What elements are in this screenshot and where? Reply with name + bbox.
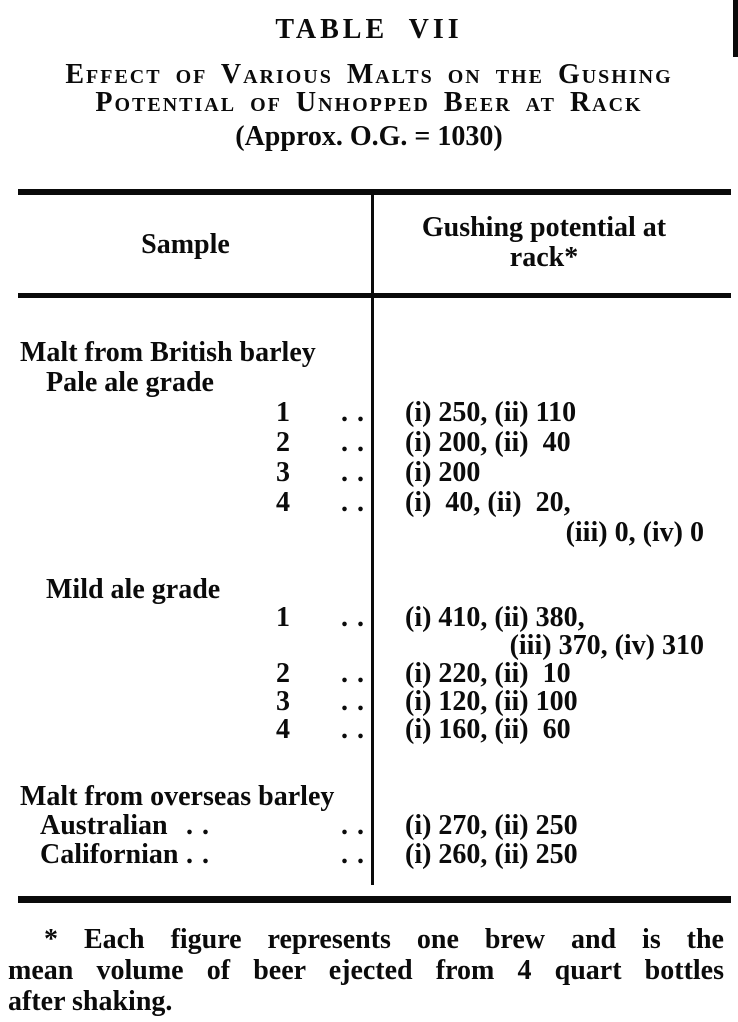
sample-number: 1: [276, 397, 290, 428]
dot-leader: ..: [341, 457, 373, 488]
sample-number: 4: [276, 714, 290, 745]
subsection-label: Mild ale grade: [46, 574, 221, 605]
footnote-line3: after shaking.: [8, 986, 173, 1017]
dot-leader: ..: [341, 839, 373, 870]
gushing-value: (i) 120, (ii) 100: [405, 686, 578, 717]
sample-number: 2: [276, 427, 290, 458]
section-label: Malt from overseas barley: [20, 781, 335, 812]
gushing-value: (i) 160, (ii) 60: [405, 714, 571, 745]
table-row-section: [0, 782, 738, 811]
table-row: [0, 660, 738, 688]
table-row: [0, 840, 738, 869]
table-body: [0, 338, 738, 869]
table-row: [0, 688, 738, 716]
dot-leader: ..: [341, 714, 373, 745]
section-spacer: [0, 744, 738, 782]
sample-number: 3: [276, 457, 290, 488]
column-header-gushing-line2: rack*: [509, 242, 579, 273]
dot-leader: ..: [341, 427, 373, 458]
gushing-value-continued: (iii) 370, (iv) 310: [509, 630, 704, 661]
subsection-label: Pale ale grade: [46, 367, 214, 398]
table-caption-line1: Effect of Various Malts on the Gushing: [65, 59, 673, 90]
table-row-subsection: [0, 368, 738, 398]
dot-leader: ..: [341, 487, 373, 518]
section-label: Malt from British barley: [20, 337, 316, 368]
gushing-value: (i) 40, (ii) 20,: [405, 487, 571, 518]
gushing-value: (i) 200, (ii) 40: [405, 427, 571, 458]
table-number-label: TABLE VII: [275, 14, 463, 45]
table-caption-line2: Potential of Unhopped Beer at Rack: [95, 87, 643, 118]
table-rule-bottom: [18, 896, 731, 903]
table-row-continuation: [0, 632, 738, 660]
sample-number: 4: [276, 487, 290, 518]
table-row: [0, 604, 738, 632]
dot-leader: ..: [341, 686, 373, 717]
table-subtitle: (Approx. O.G. = 1030): [235, 121, 503, 152]
column-header-gushing: [378, 213, 710, 273]
gushing-value: (i) 410, (ii) 380,: [405, 602, 585, 633]
gushing-value: (i) 220, (ii) 10: [405, 658, 571, 689]
gushing-value: (i) 200: [405, 457, 481, 488]
dot-leader: ..: [341, 397, 373, 428]
sample-name: Californian: [40, 839, 179, 870]
footnote-line2: mean volume of beer ejected from 4 quart bottles: [8, 955, 724, 986]
footnote-line1: * Each figure represents one brew and is the: [44, 924, 724, 955]
table-row: [0, 811, 738, 840]
table-row: [0, 398, 738, 428]
dot-leader: ..: [341, 810, 373, 841]
sample-number: 1: [276, 602, 290, 633]
section-spacer: [0, 548, 738, 576]
table-footnote: [8, 924, 724, 1017]
sample-number: 2: [276, 658, 290, 689]
table-row: [0, 488, 738, 518]
gushing-value: (i) 250, (ii) 110: [405, 397, 577, 428]
sample-name: Australian: [40, 810, 168, 841]
table-rule-header: [18, 293, 731, 298]
sample-number: 3: [276, 686, 290, 717]
dot-leader: ..: [341, 602, 373, 633]
table-rule-top: [18, 189, 731, 195]
dot-leader: ..: [341, 658, 373, 689]
table-row: [0, 428, 738, 458]
table-row: [0, 716, 738, 744]
table-row-continuation: [0, 518, 738, 548]
table-row-subsection: [0, 576, 738, 604]
table-row-section: [0, 338, 738, 368]
gushing-value-continued: (iii) 0, (iv) 0: [565, 517, 704, 548]
gushing-value: (i) 270, (ii) 250: [405, 810, 578, 841]
dot-leader: ..: [186, 810, 218, 841]
column-header-sample: Sample: [141, 229, 230, 260]
gushing-value: (i) 260, (ii) 250: [405, 839, 578, 870]
column-header-gushing-line1: Gushing potential at: [421, 212, 667, 243]
table-row: [0, 458, 738, 488]
dot-leader: ..: [186, 839, 218, 870]
